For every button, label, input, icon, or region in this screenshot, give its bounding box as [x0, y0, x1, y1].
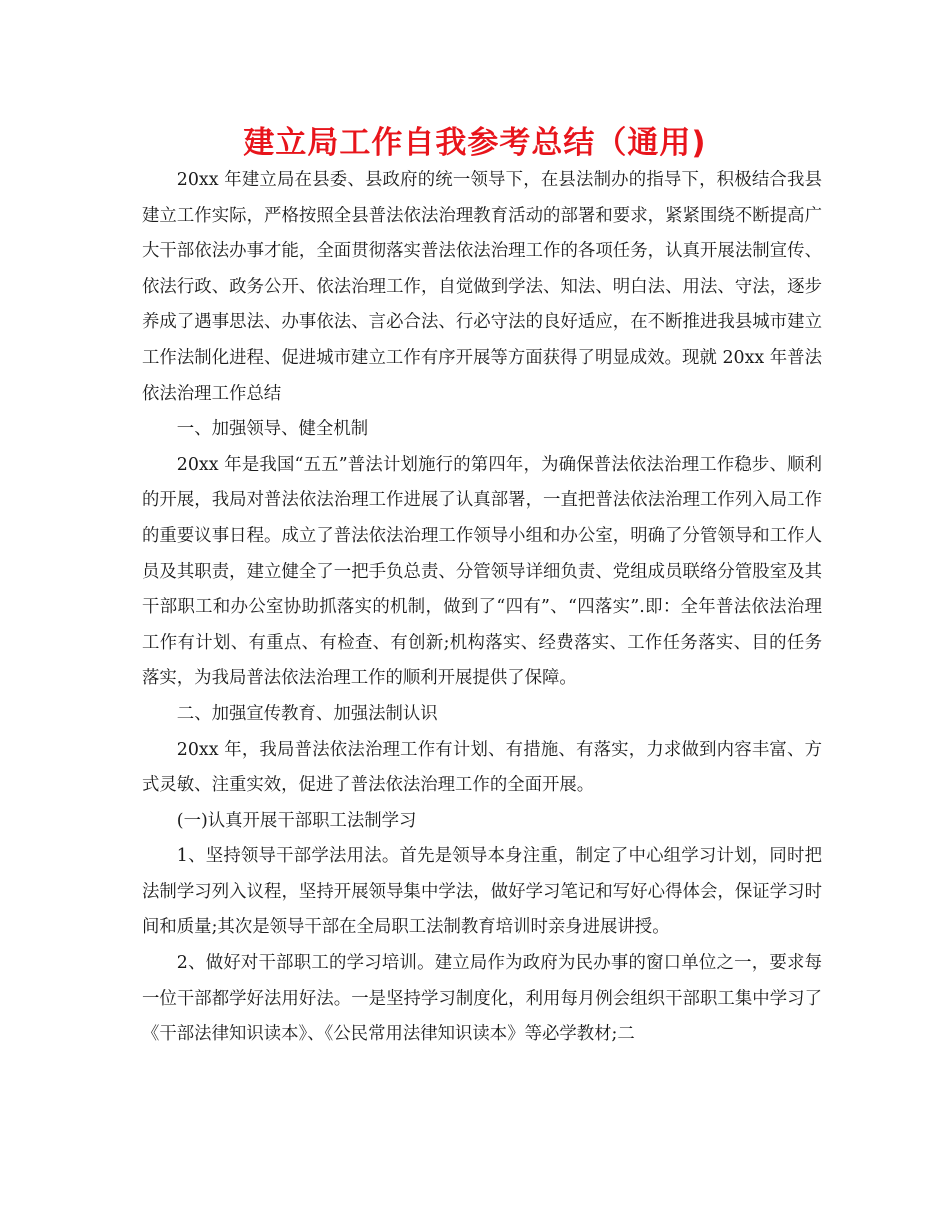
paragraph-item-1: 1、坚持领导干部学法用法。首先是领导本身注重，制定了中心组学习计划，同时把法制学习列入议程，坚持开展领导集中学法，做好学习笔记和写好心得体会，保证学习时间和质量;其次是领导干部在全局职工法制教育培训时亲身进展讲授。 — [142, 846, 822, 938]
paragraph-section-2: 20xx 年，我局普法依法治理工作有计划、有措施、有落实，力求做到内容丰富、方式灵敏、注重实效，促进了普法依法治理工作的全面开展。 — [142, 739, 822, 796]
document-body — [142, 163, 822, 1053]
subsection-heading-1: (一)认真开展干部职工法制学习 — [176, 810, 417, 831]
paragraph-item-2: 2、做好对干部职工的学习培训。建立局作为政府为民办事的窗口单位之一，要求每一位干部都学好法用好法。一是坚持学习制度化，利用每月例会组织干部职工集中学习了《干部法律知识读本》、《公民常用法律知识读本》等必学教材;二 — [142, 953, 822, 1045]
section-heading-1: 一、加强领导、健全机制 — [176, 419, 369, 440]
section-heading-2: 二、加强宣传教育、加强法制认识 — [176, 703, 438, 724]
paragraph-section-1: 20xx 年是我国“五五”普法计划施行的第四年，为确保普法依法治理工作稳步、顺利的开展，我局对普法依法治理工作进展了认真部署，一直把普法依法治理工作列入局工作的重要议事日程。成立了普法依法治理工作领导小组和办公室，明确了分管领导和工作人员及其职责，建立健全了一把手负总责、分管领导详细负责、党组成员联络分管股室及其干部职工和办公室协助抓落实的机制，做到了“四有”、“四落实”.即：全年普法依法治理工作有计划、有重点、有检查、有创新;机构落实、经费落实、工作任务落实、目的任务落实，为我局普法依法治理工作的顺利开展提供了保障。 — [142, 454, 822, 689]
paragraph-intro: 20xx 年建立局在县委、县政府的统一领导下，在县法制办的指导下，积极结合我县建立工作实际，严格按照全县普法依法治理教育活动的部署和要求，紧紧围绕不断提高广大干部依法办事才能，全面贯彻落实普法依法治理工作的各项任务，认真开展法制宣传、依法行政、政务公开、依法治理工作，自觉做到学法、知法、明白法、用法、守法，逐步养成了遇事思法、办事依法、言必合法、行必守法的良好适应，在不断推进我县城市建立工作法制化进程、促进城市建立工作有序开展等方面获得了明显成效。现就 20xx 年普法依法治理工作总结 — [142, 170, 822, 404]
document-title: 建立局工作自我参考总结（通用) — [243, 125, 707, 161]
